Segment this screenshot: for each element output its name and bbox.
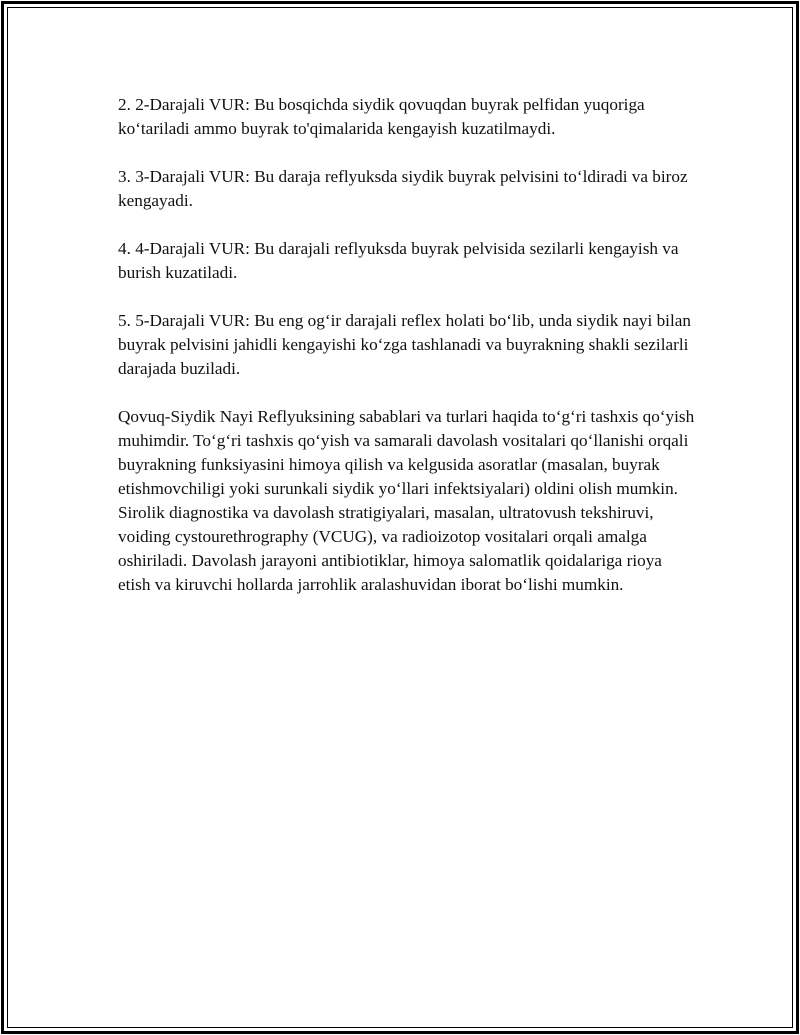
paragraph-grade-5: 5. 5-Darajali VUR: Bu eng og‘ir darajali reflex holati bo‘lib, unda siydik nayi bilan buyrak pelvisini jahidli kengayishi ko‘zga tashlanadi va buyrakning shakli sezilarli darajada buziladi. xyxy=(118,311,691,378)
paragraph-grade-2: 2. 2-Darajali VUR: Bu bosqichda siydik qovuqdan buyrak pelfidan yuqoriga ko‘tariladi ammo buyrak to'qimalarida kengayish kuzatilmaydi. xyxy=(118,95,645,138)
document-body xyxy=(118,93,698,621)
paragraph-grade-4: 4. 4-Darajali VUR: Bu darajali reflyuksda buyrak pelvisida sezilarli kengayish va burish kuzatiladi. xyxy=(118,239,679,282)
paragraph-diagnosis: Qovuq-Siydik Nayi Reflyuksining sabablari va turlari haqida to‘g‘ri tashxis qo‘yish muhimdir. To‘g‘ri tashxis qo‘yish va samarali davolash vositalari qo‘llanishi orqali buyrakning funksiyasini himoya qilish va kelgusida asoratlar (masalan, buyrak etishmovchiligi yoki surunkali siydik yo‘llari infektsiyalari) oldini olish mumkin. Sirolik diagnostika va davolash stratigiyalari, masalan, ultratovush tekshiruvi, voiding cystourethrography (VCUG), va radioizotop vositalari orqali amalga oshiriladi. Davolash jarayoni antibiotiklar, himoya salomatlik qoidalariga rioya etish va kiruvchi hollarda jarrohlik aralashuvidan iborat bo‘lishi mumkin. xyxy=(118,407,695,594)
paragraph-grade-3: 3. 3-Darajali VUR: Bu daraja reflyuksda siydik buyrak pelvisini to‘ldiradi va biroz kengayadi. xyxy=(118,167,688,210)
